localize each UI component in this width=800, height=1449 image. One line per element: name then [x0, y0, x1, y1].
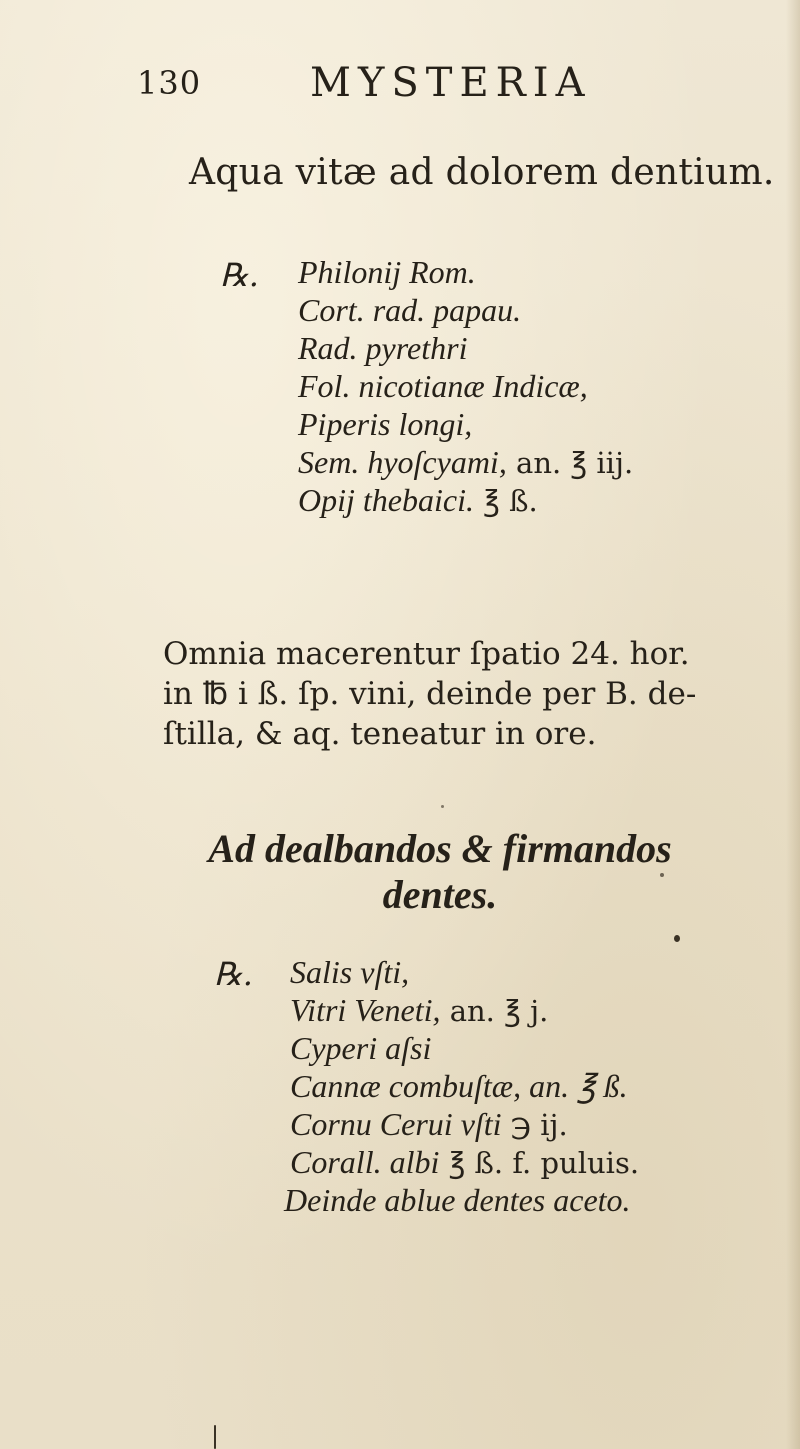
ink-speck	[674, 935, 680, 942]
paragraph-line: Omnia macerentur ſpatio 24. hor.	[163, 636, 690, 672]
ingredient-line: Sem. hyoſcyami, an. ℥ iij.	[298, 444, 634, 480]
recipe-symbol: ℞.	[214, 955, 253, 993]
section-title-line: dentes.	[382, 872, 498, 917]
page-number: 130	[137, 64, 202, 102]
ingredient-line: Salis vſti,	[290, 954, 410, 990]
ingredient-line: Piperis longi,	[298, 406, 473, 442]
ingredient-line: Opij thebaici. ℥ ß.	[298, 482, 538, 518]
recipe-symbol: ℞.	[220, 256, 259, 294]
ink-speck	[441, 805, 444, 808]
recipe-title-aqua-vitae: Aqua vitæ ad dolorem dentium.	[189, 152, 775, 193]
paragraph-line: in ℔ i ß. ſp. vini, deinde per B. de-	[163, 676, 697, 712]
ingredient-list-dentes	[284, 953, 640, 1219]
ingredient-line: Cornu Cerui vſti ℈ ij.	[290, 1106, 568, 1142]
ingredient-list-aqua-vitae	[298, 253, 633, 519]
ingredient-line: Vitri Veneti, an. ℥ j.	[290, 992, 549, 1028]
paragraph-line: ſtilla, & aq. teneatur in ore.	[163, 716, 597, 752]
ingredient-line: Corall. albi ℥ ß. f. puluis.	[290, 1144, 640, 1180]
section-title-line: Ad dealbandos & firmandos	[208, 826, 672, 871]
running-head: MYSTERIA	[310, 60, 592, 106]
ink-mark	[214, 1425, 216, 1449]
ingredient-line: Philonij Rom.	[298, 254, 476, 290]
instructions-paragraph	[163, 634, 800, 754]
ingredient-line: Fol. nicotianæ Indicæ,	[298, 368, 588, 404]
ingredient-line: Cort. rad. papau.	[298, 292, 522, 328]
ingredient-line: Cyperi aſsi	[290, 1030, 432, 1066]
ingredient-line: Cannæ combuſtæ, an. ℥ ß.	[290, 1068, 628, 1104]
ink-speck	[660, 873, 664, 877]
ingredient-line: Deinde ablue dentes aceto.	[284, 1182, 631, 1218]
section-title-dentes	[200, 826, 680, 918]
ingredient-line: Rad. pyrethri	[298, 330, 468, 366]
